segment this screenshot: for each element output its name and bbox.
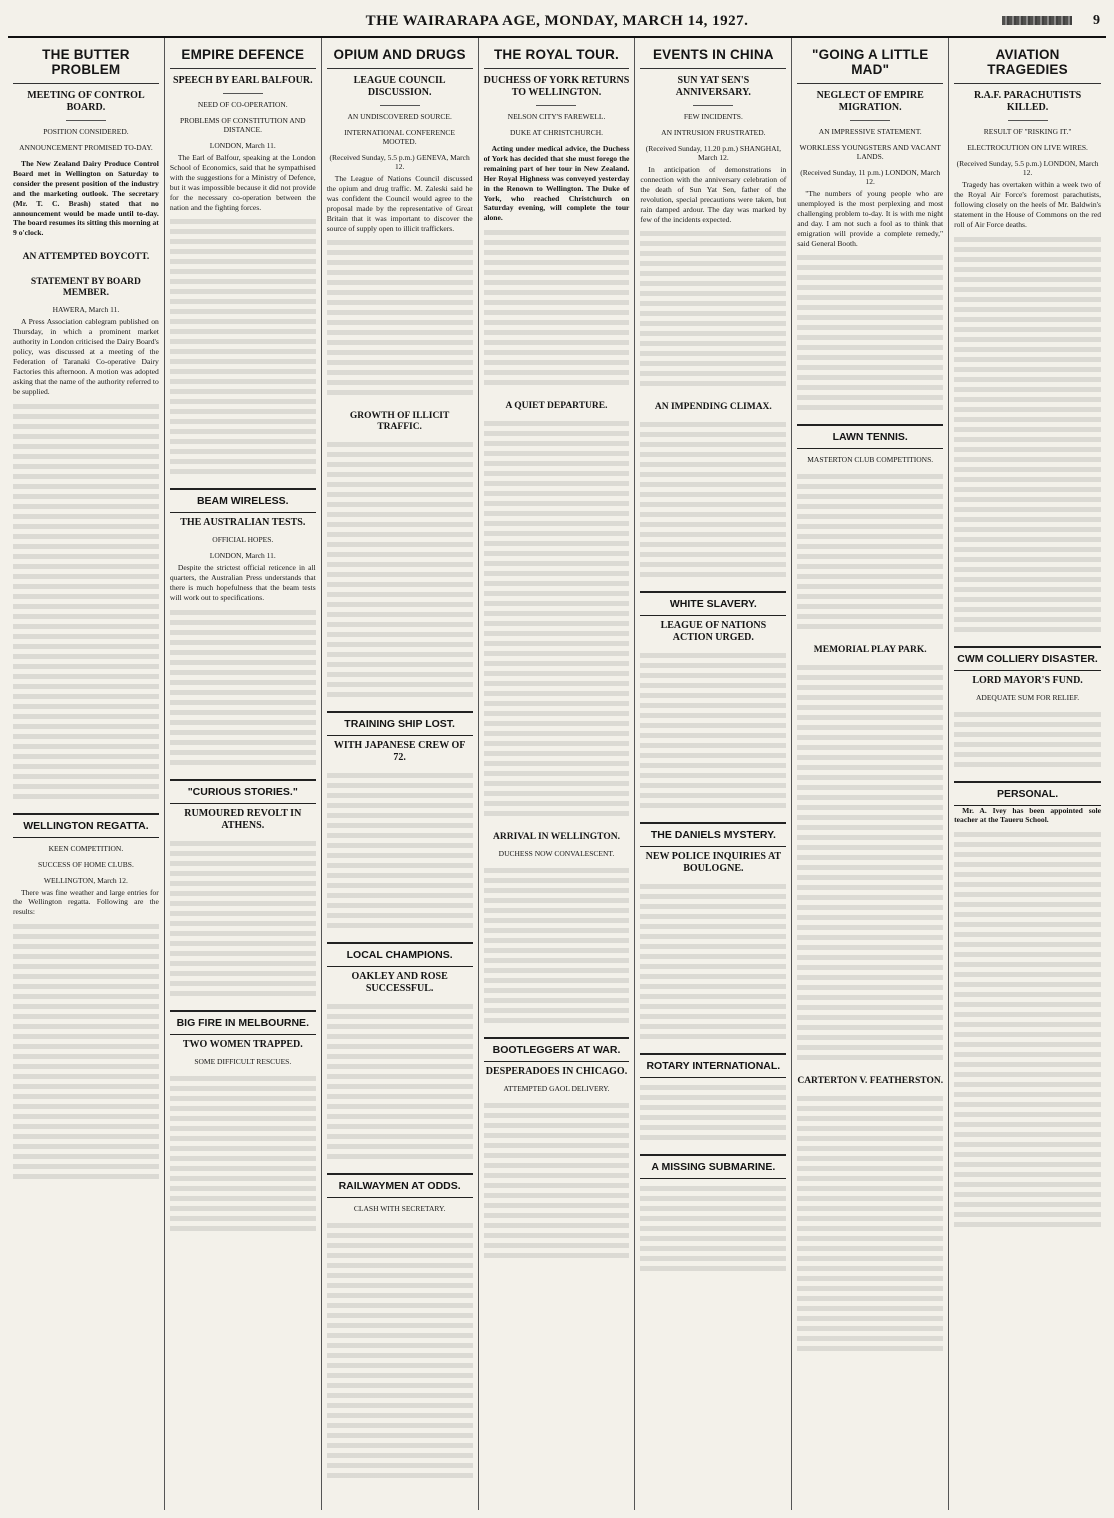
deck-christchurch: DUKE AT CHRISTCHURCH. [509,128,603,137]
box-rotary [640,1053,786,1078]
deck-intrusion: AN INTRUSION FRUSTRATED. [661,128,766,137]
deck-youngsters: WORKLESS YOUNGSTERS AND VACANT LANDS. [799,143,941,161]
subhead-boycott: AN ATTEMPTED BOYCOTT. [22,252,150,263]
headline-personal: PERSONAL. [996,787,1059,800]
subhead-arrival: ARRIVAL IN WELLINGTON. [493,832,620,843]
headline-going-mad: "GOING A LITTLE MAD" [797,42,943,84]
rotary-text-block [640,1082,786,1142]
column-opium-drugs [322,38,479,1510]
headline-rotary: ROTARY INTERNATIONAL. [646,1060,781,1073]
deck-league-council: LEAGUE COUNCIL DISCUSSION. [353,75,446,98]
deck-balfour: SPEECH BY EARL BALFOUR. [172,75,313,86]
masthead [8,6,1106,36]
champions-text-block [327,1001,473,1161]
article-lead: Acting under medical advice, the Duchess of York has decided that she must forego the remaining part of her tour in New Zealand. Her Royal Highness was conveyed yesterday in the Renown to Wellington. The Duke of York, who reached Christchurch on Saturday evening, will complete the tour alone. [483,144,630,223]
deck-league-action: LEAGUE OF NATIONS ACTION URGED. [660,620,767,644]
deck-oakley-rose: OAKLEY AND ROSE SUCCESSFUL. [351,971,448,995]
column-royal-tour [479,38,636,1510]
box-bootleggers [484,1037,630,1062]
article-lead: The New Zealand Dairy Produce Control Board met in Wellington on Saturday to consider the present position of the industry and the marketing outlook. The secretary (Mr. T. C. Brash) stated that no announcement would be made until to-day. The board resumes its sitting this morning at 9 o'clock. [13,159,159,238]
article-text-block [484,227,630,387]
dateline-london: LONDON, March 11. [209,141,276,150]
subhead-memorial-park: MEMORIAL PLAY PARK. [813,645,927,656]
page-number: 9 [1093,13,1100,28]
dateline-london: (Received Sunday, 11 p.m.) LONDON, March 12. [800,168,941,186]
headline-beam-wireless: BEAM WIRELESS. [196,495,289,508]
deck-clash: CLASH WITH SECRETARY. [353,1204,446,1214]
column-events-china [635,38,792,1510]
article-body: The League of Nations Council discussed the opium and drug traffic. M. Zaleski said he was confident the Council would agree to the proposal made by the representative of Great Britain that it was important to discover the source of supply open to illicit traffickers. [326,174,473,233]
deck-convalescent: DUCHESS NOW CONVALESCENT. [498,849,615,859]
article-body: In anticipation of demonstrations in connection with the anniversary celebration of the death of Sun Yat Sen, father of the revolution, special precautions were taken, but rain damped ardour. The day was marked by few of the incidents expected. [640,165,787,224]
headline-daniels-mystery: THE DANIELS MYSTERY. [650,829,776,842]
article-body: A Press Association cablegram published on Thursday, in which a prominent market authority in London criticised the Dairy Board's policy, was discussed at a meeting of the Federation of Taranaki Co-operative Dairy Factories this afternoon. A motion was adopted asking that the name of the authority referred to be supplied. [13,317,159,396]
headline-big-fire: BIG FIRE IN MELBOURNE. [176,1017,309,1030]
ship-text-block [327,770,473,930]
box-submarine [640,1154,786,1179]
railwaymen-text-block [327,1220,473,1480]
headline-training-ship: TRAINING SHIP LOST. [344,718,455,731]
deck-athens: RUMOURED REVOLT IN ATHENS. [184,808,302,832]
headline-events-china: EVENTS IN CHINA [640,42,786,69]
article-text-block [640,228,786,388]
deck-control-board: MEETING OF CONTROL BOARD. [27,90,145,113]
climax-text-block [640,419,786,579]
deck-australian-tests: THE AUSTRALIAN TESTS. [180,517,306,529]
headline-cwm-colliery: CWM COLLIERY DISASTER. [957,652,1098,665]
deck-rescues: SOME DIFFICULT RESCUES. [194,1057,292,1067]
athens-text-block [170,838,316,998]
headline-white-slavery: WHITE SLAVERY. [669,598,757,611]
dateline-london-2: LONDON, March 11. [209,551,276,561]
box-personal [954,781,1101,806]
article-text-block [954,234,1101,634]
masthead-title: THE WAIRARAPA AGE, MONDAY, MARCH 14, 1927. [365,13,749,29]
deck-desperadoes: DESPERADOES IN CHICAGO. [485,1066,628,1078]
deck-migration: NEGLECT OF EMPIRE MIGRATION. [816,90,924,113]
deck-keen-competition: KEEN COMPETITION. [48,843,124,853]
personal-text-block [954,829,1101,1229]
article-body: The Earl of Balfour, speaking at the London School of Economics, said that he sympathised with the suggestions for a Ministry of Defence, but it was impossible because it did not provide for the necessary co-operation between the nation and the fighting forces. [169,153,316,212]
submarine-text-block [640,1183,786,1273]
park-text-block [797,662,943,1062]
deck-home-clubs: SUCCESS OF HOME CLUBS. [37,859,134,869]
deck-adequate-sum: ADEQUATE SUM FOR RELIEF. [975,692,1080,702]
box-big-fire [170,1010,316,1035]
deck-announcement: ANNOUNCEMENT PROMISED TO-DAY. [19,143,153,152]
headline-opium-drugs: OPIUM AND DRUGS [327,42,473,69]
deck-gaol: ATTEMPTED GAOL DELIVERY. [503,1084,610,1094]
deck-conference: INTERNATIONAL CONFERENCE MOOTED. [344,128,456,146]
tennis-text-block [797,471,943,631]
column-going-mad [792,38,949,1510]
article-body: "The numbers of young people who are unemployed is the most perplexing and most challenging problem to-day. It is with me night and day. I am not such a fool as to think that emigration will provide a complete remedy," said General Booth. [797,189,944,248]
deck-japanese-crew: WITH JAPANESE CREW OF 72. [333,740,466,764]
deck-few-incidents: FEW INCIDENTS. [683,112,743,121]
deck-boulogne: NEW POLICE INQUIRIES AT BOULOGNE. [645,851,782,875]
headline-butter-problem: THE BUTTER PROBLEM [13,42,159,84]
headline-submarine: A MISSING SUBMARINE. [651,1161,776,1174]
dateline-hawera: HAWERA, March 11. [52,305,120,315]
columns [8,38,1106,1510]
deck-sun-yat-sen: SUN YAT SEN'S ANNIVERSARY. [675,75,751,98]
headline-empire-defence: EMPIRE DEFENCE [170,42,316,69]
deck-women-trapped: TWO WOMEN TRAPPED. [182,1039,303,1051]
colliery-text-block [954,709,1101,769]
article-text-block [170,216,316,476]
box-curious-stories [170,779,316,804]
deck-duchess: DUCHESS OF YORK RETURNS TO WELLINGTON. [483,75,630,98]
box-local-champions [327,942,473,967]
departure-text-block [484,418,630,818]
subhead-climax: AN IMPENDING CLIMAX. [654,402,772,413]
deck-source: AN UNDISCOVERED SOURCE. [347,112,452,121]
box-regatta [13,813,159,838]
article-body: Tragedy has overtaken within a week two of the Royal Air Force's foremost parachutists, following closely on the heels of Mr. Baldwin's statement in the House of Commons on the red roll of Air Force deaths. [954,180,1101,229]
deck-position: POSITION CONSIDERED. [43,127,129,136]
deck-nelson: NELSON CITY'S FAREWELL. [507,112,606,121]
box-cwm-colliery [954,646,1101,671]
deck-parachutists: R.A.F. PARACHUTISTS KILLED. [973,90,1082,113]
deck-cooperation: NEED OF CO-OPERATION. [197,100,288,109]
deck-risking-it: RESULT OF "RISKING IT." [983,127,1072,136]
daniels-text-block [640,881,786,1041]
dateline-london: (Received Sunday, 5.5 p.m.) LONDON, March 12. [956,159,1099,177]
headline-railwaymen: RAILWAYMEN AT ODDS. [338,1180,461,1193]
personal-lead: Mr. A. Ivey has been appointed sole teacher at the Taueru School. [954,805,1101,825]
subhead-statement: STATEMENT BY BOARD MEMBER. [30,277,141,299]
article-text-block [327,237,473,397]
article-text-block [13,401,159,801]
box-beam-wireless [170,488,316,513]
bootleggers-text-block [484,1100,630,1260]
slavery-text-block [640,650,786,810]
deck-impressive: AN IMPRESSIVE STATEMENT. [818,127,922,136]
dateline-wellington: WELLINGTON, March 12. [43,875,128,885]
box-daniels-mystery [640,822,786,847]
headline-royal-tour: THE ROYAL TOUR. [484,42,630,69]
arrival-text-block [484,865,630,1025]
headline-bootleggers: BOOTLEGGERS AT WAR. [492,1044,621,1057]
dateline-geneva: (Received Sunday, 5.5 p.m.) GENEVA, March 12. [329,153,470,171]
deck-electrocution: ELECTROCUTION ON LIVE WIRES. [967,143,1088,152]
article-text-block [797,252,943,412]
deck-masterton-club: MASTERTON CLUB COMPETITIONS. [807,455,934,465]
traffic-text-block [327,439,473,699]
masthead-smudge [1002,16,1072,25]
subhead-illicit-traffic: GROWTH OF ILLICIT TRAFFIC. [349,411,450,433]
regatta-text-block [13,921,159,1181]
subhead-carterton: CARTERTON V. FEATHERSTON. [797,1076,944,1087]
headline-curious-stories: "CURIOUS STORIES." [187,786,298,799]
deck-official-hopes: OFFICIAL HOPES. [212,535,274,545]
column-aviation [949,38,1106,1510]
box-railwaymen [327,1173,473,1198]
dateline-shanghai: (Received Sunday, 11.20 p.m.) SHANGHAI, March 12. [645,144,781,162]
deck-problems: PROBLEMS OF CONSTITUTION AND DISTANCE. [179,116,306,134]
carterton-text-block [797,1093,943,1353]
box-white-slavery [640,591,786,616]
article-body-regatta: There was fine weather and large entries for the Wellington regatta. Following are the results: [13,887,159,917]
headline-regatta: WELLINGTON REGATTA. [23,819,149,832]
beam-text-block [170,607,316,767]
fire-text-block [170,1073,316,1233]
headline-aviation: AVIATION TRAGEDIES [954,42,1101,84]
box-lawn-tennis [797,424,943,449]
article-body-beam: Despite the strictest official reticence in all quarters, the Australian Press understands that there is much hopefulness that the beam tests will work out to specifications. [169,563,316,603]
deck-lord-mayor: LORD MAYOR'S FUND. [972,674,1083,686]
column-butter-problem [8,38,165,1510]
headline-local-champions: LOCAL CHAMPIONS. [346,949,453,962]
subhead-quiet-departure: A QUIET DEPARTURE. [505,401,608,412]
box-training-ship [327,711,473,736]
column-empire-defence [165,38,322,1510]
headline-lawn-tennis: LAWN TENNIS. [832,431,908,444]
